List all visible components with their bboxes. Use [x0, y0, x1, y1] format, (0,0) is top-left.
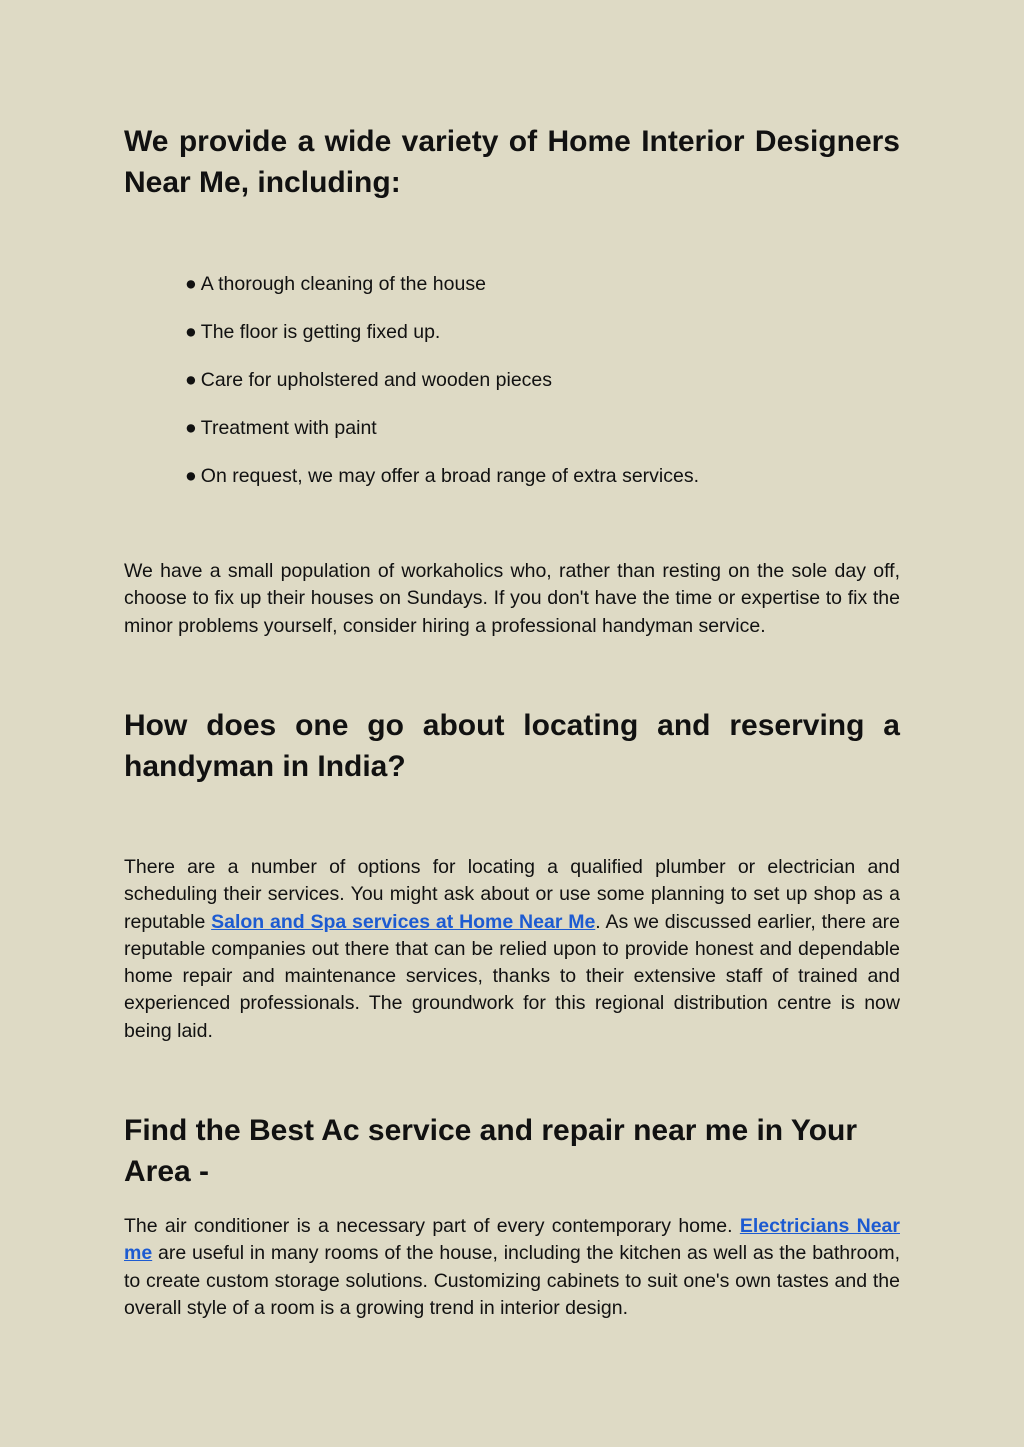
- paragraph-text-before: There are a number of options for locating a qualified plumber or electrician and scheduling their services. You might ask about or use some planning to set up shop as a reputable: [124, 856, 900, 933]
- list-item-text: On request, we may offer a broad range of extra services.: [200, 465, 700, 487]
- section-heading-ac-service: [124, 1110, 900, 1192]
- list-item: [185, 270, 699, 318]
- paragraph-air-conditioner: [124, 1213, 900, 1322]
- list-item-text: A thorough cleaning of the house: [200, 273, 486, 295]
- list-item-text: Care for upholstered and wooden pieces: [200, 369, 553, 391]
- paragraph-text-after: . As we discussed earlier, there are reputable companies out there that can be relied upon to provide honest and dependable home repair and maintenance services, thanks to their extensive staff of trained and experienced professionals. The groundwork for this regional distribution centre is now being laid.: [124, 910, 900, 1042]
- paragraph-text: [124, 1213, 900, 1322]
- list-item-text: Treatment with paint: [200, 417, 377, 439]
- bullet-icon: ●: [185, 369, 197, 391]
- section-heading-handyman: [124, 705, 900, 787]
- paragraph-text: [124, 854, 900, 1045]
- bullet-icon: ●: [185, 465, 197, 487]
- salon-spa-link[interactable]: Salon and Spa services at Home Near Me: [211, 910, 596, 933]
- services-list: [185, 270, 699, 510]
- list-item: [185, 414, 699, 462]
- bullet-icon: ●: [185, 321, 197, 343]
- heading-handyman-india: How does one go about locating and reserving a handyman in India?: [124, 709, 900, 783]
- list-item-text: The floor is getting fixed up.: [200, 321, 441, 343]
- paragraph-text: We have a small population of workaholics who, rather than resting on the sole day off, choose to fix up their houses on Sundays. If you don't have the time or expertise to fix the minor problems yourself, consider hiring a professional handyman service.: [124, 560, 900, 637]
- list-item: [185, 318, 699, 366]
- paragraph-text-after: are useful in many rooms of the house, including the kitchen as well as the bathroom, to create custom storage solutions. Customizing cabinets to suit one's own tastes and the overall style of a room is a growing trend in interior design.: [124, 1242, 900, 1319]
- heading-interior-designers: We provide a wide variety of Home Interior Designers Near Me, including:: [124, 125, 900, 199]
- bullet-icon: ●: [185, 273, 197, 295]
- paragraph-workaholics: [124, 558, 900, 640]
- list-item: [185, 462, 699, 510]
- list-item: [185, 366, 699, 414]
- electricians-near-me-link[interactable]: Electricians Near me: [124, 1215, 900, 1265]
- paragraph-locating-plumber: [124, 854, 900, 1045]
- heading-ac-service: Find the Best Ac service and repair near me in Your Area -: [124, 1114, 858, 1188]
- bullet-icon: ●: [185, 417, 197, 439]
- section-heading-services: [124, 121, 900, 203]
- paragraph-text-before: The air conditioner is a necessary part of every contemporary home.: [124, 1215, 740, 1237]
